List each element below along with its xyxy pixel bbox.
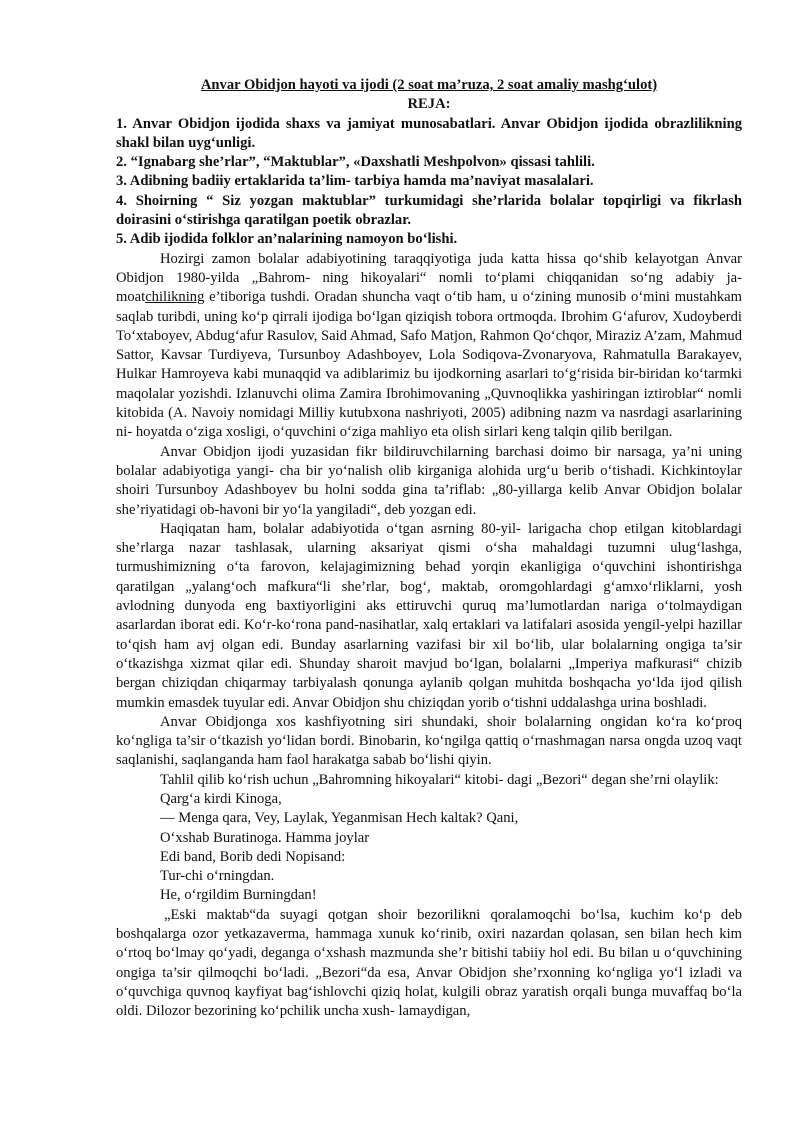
- poem-line: He, o‘rgildim Burningdan!: [160, 887, 317, 904]
- plan-item-3: 3. Adibning badiiy ertaklarida ta’lim- tarbiya hamda ma’naviyat masalalari.: [116, 173, 594, 190]
- poem-line: O‘xshab Buratinoga. Hamma joylar: [160, 829, 370, 846]
- paragraph-1-part-a: Hozirgi zamon bolalar adabiyotining taraqqiyotiga juda katta hissa qo‘shib kelayotgan Anvar Obidjon 1980-yilda „Bahrom- ning hikoyalari“ nomli to‘plami chiqqanidan so‘ng adabiy ja- moat: [116, 250, 742, 306]
- plan-item-4: 4. Shoirning “ Siz yozgan maktublar” turkumidagi she’rlarida bolalar topqirligi va fikrlash doirasini o‘stirishga qaratilgan poetik obrazlar.: [116, 192, 742, 229]
- paragraph-5: Tahlil qilib ko‘rish uchun „Bahromning hikoyalari“ kitobi- dagi „Bezori“ degan she’rni olaylik:: [160, 771, 719, 788]
- plan-item-2: 2. “Ignabarg she’rlar”, “Maktublar”, «Daxshatli Meshpolvon» qissasi tahlili.: [116, 154, 595, 171]
- plan-item-5: 5. Adib ijodida folklor an’nalarining namoyon bo‘lishi.: [116, 231, 458, 248]
- plan-item-1: 1. Anvar Obidjon ijodida shaxs va jamiyat munosabatlari. Anvar Obidjon ijodida obrazlilikning shakl bilan uyg‘unligi.: [116, 115, 742, 151]
- poem-line: Qarg‘a kirdi Kinoga,: [160, 790, 282, 807]
- paragraph-1-underlined-word: chilikning: [145, 289, 205, 306]
- paragraph-4: Anvar Obidjonga xos kashfiyotning siri shundaki, shoir bolalarning ongidan ko‘ra ko‘proq ko‘ngliga ta’sir o‘tkazish yo‘lidan bordi. Binobarin, ko‘ngilga qattiq o‘rnashmagan narsa ongda uzoq vaqt saqlanishi, saqlanganda ham faol harakatga sabab bo‘lishi qiyin.: [116, 713, 742, 769]
- paragraph-1-part-b: e’tiboriga tushdi. Oradan shuncha vaqt o‘tib ham, u o‘zining munosib o‘mini mustahkam saqlab turibdi, uning ko‘p qirrali ijodiga bo‘lgan qiziqish tobora ortmoqda. Ibrohim G‘afurov, Xudoyberdi To‘xtaboyev, Abdug‘afur Rasulov, Said Ahmad, Safo Matjon, Rahmon Qo‘chqor, Miraziz A’zam, Mahmud Sattor, Kavsar Turdiyeva, Tursunboy Adashboyev, Lola Sodiqova-Zvonaryova, Rahmatulla Barakayev, Hulkar Hamroyeva kabi munaqqid va adiblarimiz bu ijodkorning asarlari to‘g‘risida bir-biridan ko‘tarmki maqolalar yozishdi. Izlanuvchi olima Zamira Ibrohimovaning „Quvnoqlikka yashiringan iztiroblar“ nomli kitobida (A. Navoiy nomidagi Milliy kutubxona nashriyoti, 2005) adibning nazm va nasrdagi asarlarining ni- hoyatda o‘ziga xosligi, o‘quvchini o‘ziga mahliyo eta olish sirlari keng talqin qilib berilgan.: [116, 289, 742, 441]
- paragraph-1: [116, 250, 742, 443]
- poem-block: [116, 790, 742, 906]
- poem-line: Edi band, Borib dedi Nopisand:: [160, 848, 346, 865]
- poem-line: — Menga qara, Vey, Laylak, Yeganmisan Hech kaltak? Qani,: [160, 810, 519, 827]
- paragraph-3: Haqiqatan ham, bolalar adabiyotida o‘tgan asrning 80-yil- larigacha chop etilgan kitoblardagi she’rlarga nazar tashlasak, ularning aksariyat qismi o‘sha mahaldagi tuzumni ulug‘lashga, turmushimizning o‘ta farovon, kelajagimizning behad yorqin ekanligiga o‘quvchini ishontirishga qaratilgan „yalang‘och mafkura“li she’rlar, bog‘, maktab, oromgohlardagi g‘amxo‘rliklarni, yosh avlodning dunyoda eng baxtiyorligini aks ettiruvchi quruq ma’lumotlardan nariga o‘tolmaydigan asarlardan iborat edi. Ko‘r-ko‘rona pand-nasihatlar, xalq ertaklari va latifalari asosida yengil-yelpi hazillar to‘qish ham avj olgan edi. Bunday asarlarning vazifasi bir xil bo‘lib, ular bolalarning ongiga ta’sir o‘tkazishga xizmat qilar edi. Shunday sharoit mavjud bo‘lgan, bolalarni „Imperiya mafkurasi“ chizib bergan chiziqdan chiqarmay tarbiyalash qonunga aylanib qolgan muhitda boshqacha yo‘lda ijod qilish mumkin emasdek tuyular edi. Anvar Obidjon shu chiziqdan yorib o‘tishni uddalashga urina boshladi.: [116, 520, 742, 711]
- document-page: [116, 76, 742, 1022]
- poem-line: Tur-chi o‘rningdan.: [160, 868, 275, 885]
- document-title: Anvar Obidjon hayoti va ijodi (2 soat ma’ruza, 2 soat amaliy mashg‘ulot): [200, 77, 658, 93]
- paragraph-2: Anvar Obidjon ijodi yuzasidan fikr bildiruvchilarning barchasi doimo bir narsaga, ya’ni uning bolalar adabiyotiga yangi- cha bir yo‘nalish olib kirganiga alohida urg‘u berib o‘tishadi. Kichkintoylar shoiri Tursunboy Adashboyev bu holni sodda gina ta’riflab: „80-yillarga kelib Anvar Obidjon bolalar she’riyatidagi ob-havoni bir yo‘la yangiladi“, deb yozgan edi.: [116, 443, 742, 518]
- plan-heading: REJA:: [407, 96, 451, 113]
- paragraph-6: „Eski maktab“da suyagi qotgan shoir bezorilikni qoralamoqchi bo‘lsa, kuchim ko‘p deb boshqalarga ozor yetkazaverma, hammaga xunuk ko‘rinib, oxiri nazardan qolasan, sen bilan hech kim o‘rtoq bo‘lmay qo‘yadi, deganga o‘xshash mazmunda she’r bitishi tabiiy hol edi. Bu bilan u o‘quvchining ongiga ta’sir qilmoqchi bo‘ladi. „Bezori“da esa, Anvar Obidjon she’rxonning ko‘ngliga yo‘l izladi va o‘quvchiga quvnoq kayfiyat bag‘ishlovchi qiziq holat, kulgili obraz yaratish orqali bunga muvaffaq bo‘la oldi. Dilozor bezorining ko‘pchilik uncha xush- lamaydigan,: [116, 906, 742, 1020]
